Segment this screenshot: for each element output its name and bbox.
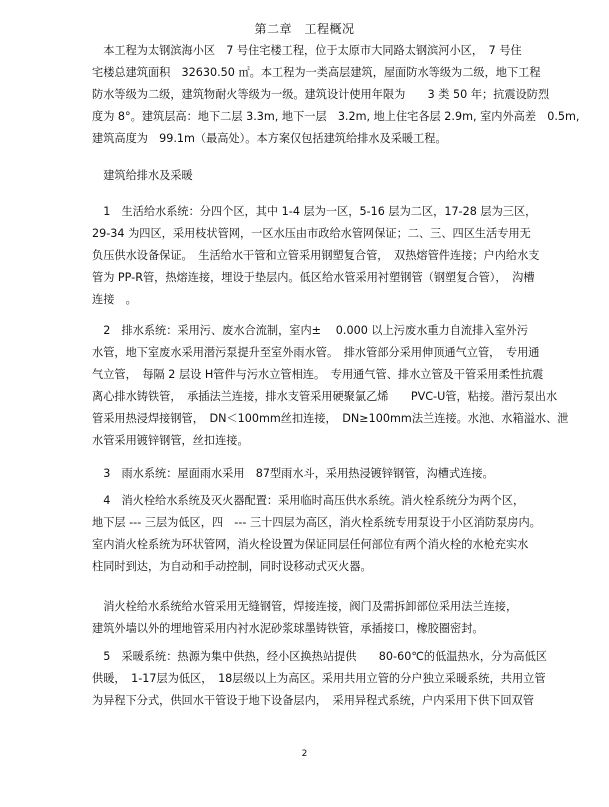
page-number: 2 — [301, 749, 308, 759]
text-line: 宅楼总建筑面积 32630.50 ㎡。本工程为一类高层建筑，屋面防水等级为二级，地下工程 — [92, 66, 541, 79]
paragraph-fire-pipes — [92, 596, 522, 640]
text-line: 建筑给排水及采暖 — [92, 169, 193, 182]
chapter-title: 第二章 工程概况 — [254, 22, 355, 36]
text-line: 4 消火栓给水系统及灭火器配置：采用临时高压供水系统。消火栓系统分为两个区， — [92, 494, 525, 507]
text-line: 本工程为太钢滨海小区 7 号住宅楼工程，位于太原市大同路太钢滨河小区， 7 号住 — [92, 44, 522, 57]
text-line: 水管采用镀锌钢管，丝扣连接。 — [92, 434, 249, 447]
text-line: 负压供水设备保证。 生活给水干管和立管采用钢塑复合管， 双热熔管件连接；户内给水支 — [92, 249, 540, 262]
text-line: 消火栓给水系统给水管采用无缝钢管，焊接连接，阀门及需拆卸部位采用法兰连接， — [92, 600, 518, 613]
paragraph-drainage — [92, 320, 569, 452]
text-line: 度为 8°。建筑层高：地下二层 3.3m, 地下一层 3.2m, 地上住宅各层 2.9m, 室内外高差 0.5m, — [92, 110, 580, 123]
paragraph-fire-hydrant — [92, 490, 541, 578]
text-line: 管采用热浸焊接钢管， DN＜100mm丝扣连接， DN≥100mm法兰连接。水池、水箱溢水、泄 — [92, 412, 569, 425]
text-line: 离心排水铸铁管， 承插法兰连接，排水支管采用硬聚氯乙烯 PVC-U管，粘接。潜污泵出水 — [92, 390, 558, 403]
text-line: 1 生活给水系统：分四个区，其中 1-4 层为一区，5-16 层为二区，17-28 层为三区， — [92, 205, 537, 218]
text-line: 为异程下分式，供回水干管设于地下设备层内， 采用异程式系统，户内采用下供下回双管 — [92, 694, 534, 707]
paragraph-water-supply — [92, 201, 540, 311]
text-line: 室内消火栓系统为环状管网，消火栓设置为保证同层任何部位有两个消火栓的水枪充实水 — [92, 538, 529, 551]
text-line: 气立管， 每隔 2 层设 H管件与污水立管相连。 专用通气管、排水立管及干管采用柔性抗震 — [92, 368, 544, 381]
paragraph-project-overview — [92, 40, 580, 150]
paragraph-rainwater — [92, 463, 522, 485]
text-line: 地下层 --- 三层为低区，四 --- 三十四层为高区，消火栓系统专用泵设于小区消防泵房内。 — [92, 516, 541, 529]
paragraph-heating — [92, 646, 547, 712]
text-line: 建筑高度为 99.1m（最高处）。本方案仅包括建筑给排水及采暖工程。 — [92, 132, 447, 145]
text-line: 5 采暖系统：热源为集中供热，经小区换热站提供 80-60℃的低温热水，分为高低区 — [92, 650, 547, 663]
text-line: 3 雨水系统：屋面雨水采用 87型雨水斗，采用热浸镀锌钢管，沟槽式连接。 — [92, 467, 494, 480]
text-line: 水管，地下室废水采用潜污泵提升至室外雨水管。 排水管部分采用伸顶通气立管， 专用通 — [92, 346, 540, 359]
text-line: 建筑外墙以外的埋地管采用内衬水泥砂浆球墨铸铁管，承插接口，橡胶圈密封。 — [92, 622, 484, 635]
text-line: 连接 。 — [92, 293, 137, 306]
text-line: 供暖， 1-17层为低区， 18层级以上为高区。采用共用立管的分户独立采暖系统，共用立管 — [92, 672, 546, 685]
text-line: 2 排水系统：采用污、废水合流制，室内± 0.000 以上污废水重力自流排入室外污 — [92, 324, 529, 337]
text-line: 管为 PP-R管，热熔连接，埋设于垫层内。低区给水管采用衬塑钢管（钢塑复合管）， 沟槽 — [92, 271, 535, 284]
section-heading — [92, 165, 522, 187]
text-line: 29-34 为四区，采用枝状管网，一区水压由市政给水管网保证；二、三、四区生活专用无 — [92, 227, 531, 240]
text-line: 防水等级为二级，建筑物耐火等级为一级。建筑设计使用年限为 3 类 50 年；抗震设防烈 — [92, 88, 550, 101]
text-line: 柱同时到达，为自动和手动控制，同时设移动式灭火器。 — [92, 560, 372, 573]
